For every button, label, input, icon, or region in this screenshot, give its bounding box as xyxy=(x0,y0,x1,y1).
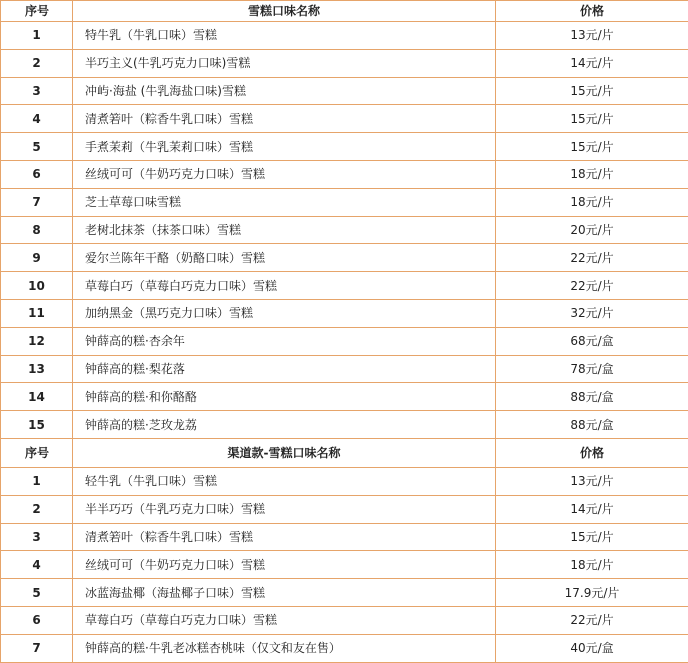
table-row xyxy=(1,327,688,355)
cell-flavor-name: 钟薛高的糕·杏余年 xyxy=(73,327,496,355)
cell-price: 15元/片 xyxy=(496,523,688,551)
table-row xyxy=(1,606,688,634)
cell-price: 18元/片 xyxy=(496,160,688,188)
cell-number: 15 xyxy=(1,411,73,439)
table-row xyxy=(1,272,688,300)
cell-number: 7 xyxy=(1,188,73,216)
table-row xyxy=(1,49,688,77)
cell-price: 68元/盒 xyxy=(496,327,688,355)
cell-price: 15元/片 xyxy=(496,133,688,161)
cell-price: 13元/片 xyxy=(496,22,688,50)
cell-price: 18元/片 xyxy=(496,188,688,216)
cell-number: 2 xyxy=(1,49,73,77)
cell-flavor-name: 钟薛高的糕·牛乳老冰糕杏桃味（仅文和友在售） xyxy=(73,634,496,662)
cell-number: 6 xyxy=(1,160,73,188)
cell-number: 8 xyxy=(1,216,73,244)
cell-number: 3 xyxy=(1,77,73,105)
table-row xyxy=(1,244,688,272)
cell-flavor-name: 钟薛高的糕·梨花落 xyxy=(73,355,496,383)
cell-flavor-name: 芝士草莓口味雪糕 xyxy=(73,188,496,216)
cell-price: 17.9元/片 xyxy=(496,579,688,607)
table-row xyxy=(1,22,688,50)
table-row xyxy=(1,551,688,579)
cell-price: 88元/盒 xyxy=(496,383,688,411)
cell-flavor-name: 草莓白巧（草莓白巧克力口味）雪糕 xyxy=(73,272,496,300)
header-cell-number: 序号 xyxy=(1,438,73,467)
cell-price: 15元/片 xyxy=(496,77,688,105)
cell-number: 7 xyxy=(1,634,73,662)
cell-flavor-name: 冰蓝海盐椰（海盐椰子口味）雪糕 xyxy=(73,579,496,607)
header-cell-number: 序号 xyxy=(1,1,73,22)
table-row xyxy=(1,188,688,216)
cell-flavor-name: 半巧主义(牛乳巧克力口味)雪糕 xyxy=(73,49,496,77)
table-row xyxy=(1,634,688,662)
cell-number: 6 xyxy=(1,606,73,634)
cell-flavor-name: 钟薛高的糕·和你酪酪 xyxy=(73,383,496,411)
table-row xyxy=(1,411,688,439)
cell-flavor-name: 清煮箬叶（粽香牛乳口味）雪糕 xyxy=(73,105,496,133)
cell-number: 9 xyxy=(1,244,73,272)
cell-price: 20元/片 xyxy=(496,216,688,244)
table-header-row xyxy=(1,1,688,22)
table-row xyxy=(1,355,688,383)
cell-price: 18元/片 xyxy=(496,551,688,579)
cell-price: 22元/片 xyxy=(496,244,688,272)
cell-number: 5 xyxy=(1,579,73,607)
header-cell-flavor-name: 渠道款-雪糕口味名称 xyxy=(73,438,496,467)
cell-number: 2 xyxy=(1,495,73,523)
table-row xyxy=(1,216,688,244)
table-header-row-channel xyxy=(1,438,688,467)
cell-price: 15元/片 xyxy=(496,105,688,133)
table-row xyxy=(1,133,688,161)
cell-number: 1 xyxy=(1,467,73,495)
cell-flavor-name: 特牛乳（牛乳口味）雪糕 xyxy=(73,22,496,50)
cell-flavor-name: 半半巧巧（牛乳巧克力口味）雪糕 xyxy=(73,495,496,523)
cell-flavor-name: 老树北抹茶（抹茶口味）雪糕 xyxy=(73,216,496,244)
cell-flavor-name: 轻牛乳（牛乳口味）雪糕 xyxy=(73,467,496,495)
table-row xyxy=(1,299,688,327)
table-row xyxy=(1,105,688,133)
cell-flavor-name: 手煮茉莉（牛乳茉莉口味）雪糕 xyxy=(73,133,496,161)
cell-number: 3 xyxy=(1,523,73,551)
cell-price: 40元/盒 xyxy=(496,634,688,662)
table-row xyxy=(1,467,688,495)
cell-price: 13元/片 xyxy=(496,467,688,495)
cell-price: 14元/片 xyxy=(496,495,688,523)
cell-flavor-name: 冲屿·海盐 (牛乳海盐口味)雪糕 xyxy=(73,77,496,105)
cell-number: 14 xyxy=(1,383,73,411)
cell-flavor-name: 清煮箬叶（粽香牛乳口味）雪糕 xyxy=(73,523,496,551)
cell-flavor-name: 丝绒可可（牛奶巧克力口味）雪糕 xyxy=(73,551,496,579)
cell-price: 32元/片 xyxy=(496,299,688,327)
cell-price: 22元/片 xyxy=(496,606,688,634)
table-row xyxy=(1,495,688,523)
cell-price: 88元/盒 xyxy=(496,411,688,439)
cell-flavor-name: 草莓白巧（草莓白巧克力口味）雪糕 xyxy=(73,606,496,634)
cell-flavor-name: 丝绒可可（牛奶巧克力口味）雪糕 xyxy=(73,160,496,188)
table-row xyxy=(1,579,688,607)
cell-number: 12 xyxy=(1,327,73,355)
table-row xyxy=(1,77,688,105)
cell-price: 78元/盒 xyxy=(496,355,688,383)
cell-number: 11 xyxy=(1,299,73,327)
cell-price: 22元/片 xyxy=(496,272,688,300)
header-cell-price: 价格 xyxy=(496,1,688,22)
table-row xyxy=(1,160,688,188)
table-row xyxy=(1,383,688,411)
cell-flavor-name: 爱尔兰陈年干酪（奶酪口味）雪糕 xyxy=(73,244,496,272)
header-cell-flavor-name: 雪糕口味名称 xyxy=(73,1,496,22)
cell-flavor-name: 钟薛高的糕·芝玫龙荔 xyxy=(73,411,496,439)
cell-number: 4 xyxy=(1,551,73,579)
cell-number: 4 xyxy=(1,105,73,133)
header-cell-price: 价格 xyxy=(496,438,688,467)
cell-number: 1 xyxy=(1,22,73,50)
cell-price: 14元/片 xyxy=(496,49,688,77)
cell-number: 5 xyxy=(1,133,73,161)
cell-flavor-name: 加纳黑金（黑巧克力口味）雪糕 xyxy=(73,299,496,327)
cell-number: 13 xyxy=(1,355,73,383)
table-row xyxy=(1,523,688,551)
cell-number: 10 xyxy=(1,272,73,300)
